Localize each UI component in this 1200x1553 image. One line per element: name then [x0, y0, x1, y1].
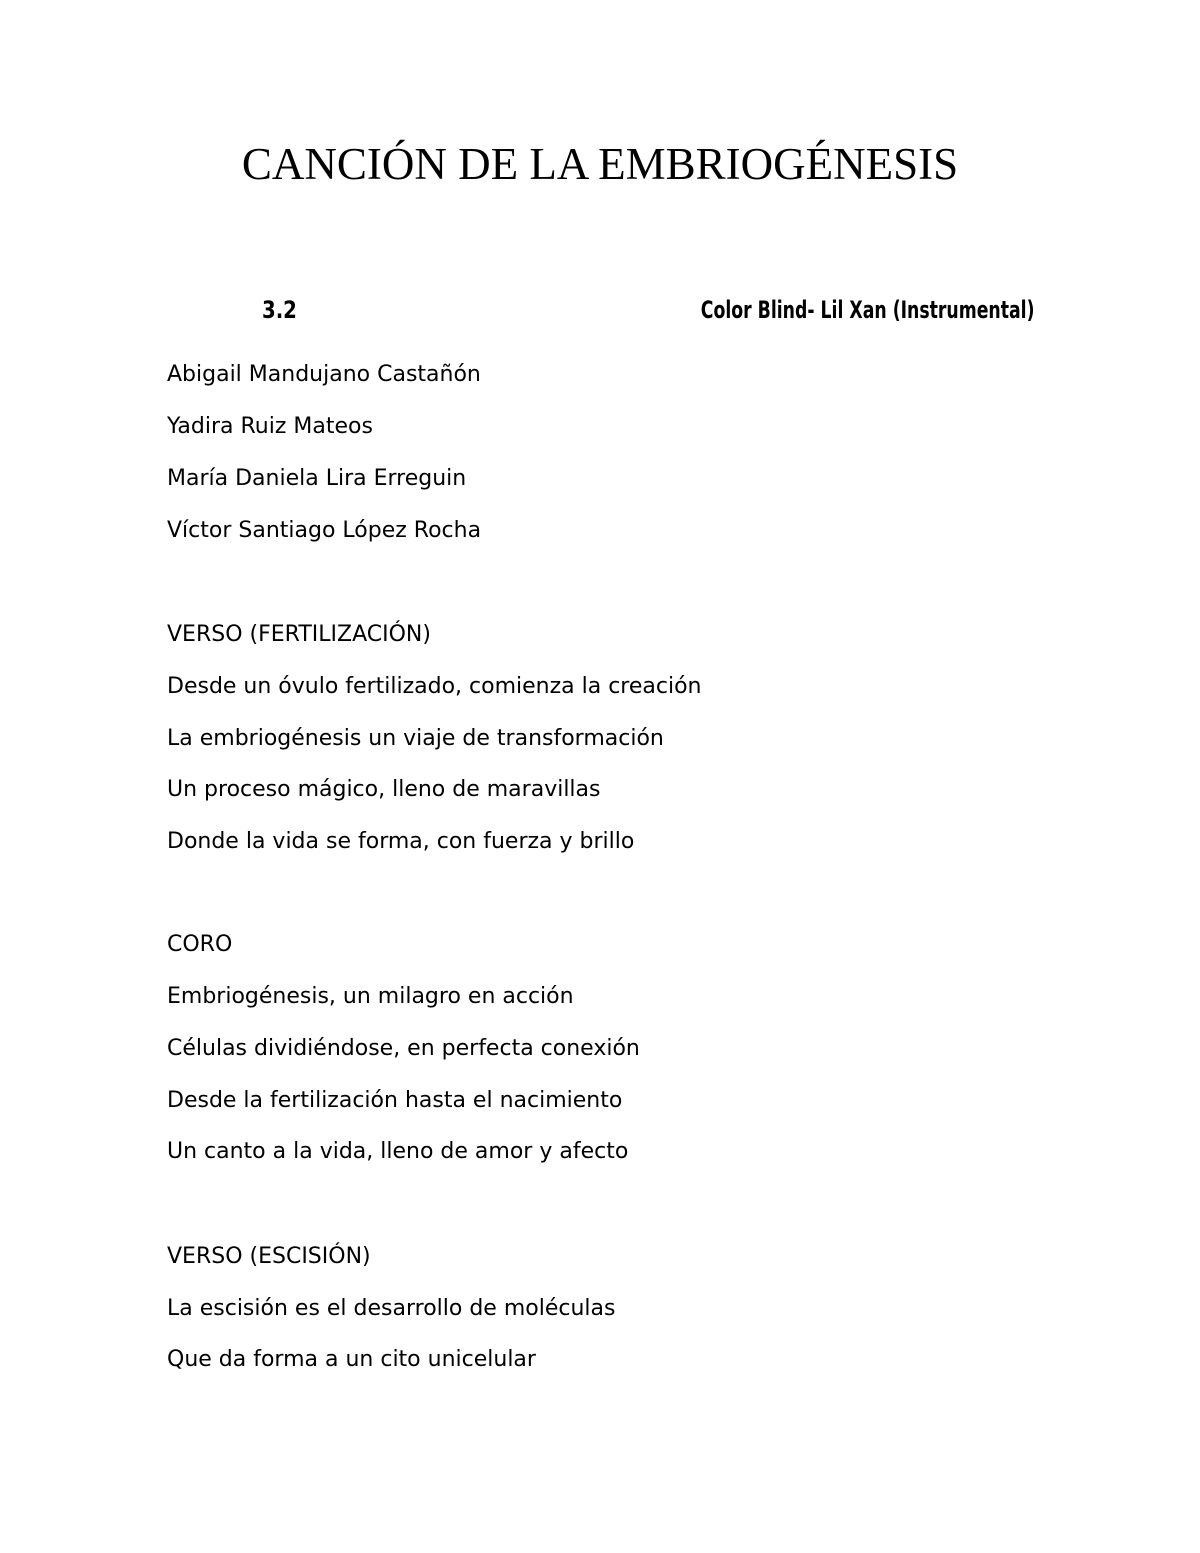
lyric-line: Un proceso mágico, lleno de maravillas: [167, 777, 601, 802]
section-heading: VERSO (ESCISIÓN): [167, 1244, 371, 1269]
lyric-line: Desde un óvulo fertilizado, comienza la creación: [167, 674, 702, 699]
lyric-line: Donde la vida se forma, con fuerza y brillo: [167, 829, 635, 854]
section-heading: VERSO (FERTILIZACIÓN): [167, 622, 431, 647]
section-heading: CORO: [167, 932, 233, 957]
lyric-line: Desde la fertilización hasta el nacimiento: [167, 1088, 623, 1113]
group-number: 3.2: [262, 296, 297, 324]
lyric-line: Que da forma a un cito unicelular: [167, 1347, 536, 1372]
lyric-line: Embriogénesis, un milagro en acción: [167, 984, 574, 1009]
document-title: CANCIÓN DE LA EMBRIOGÉNESIS: [241, 139, 959, 189]
lyric-line: La escisión es el desarrollo de moléculas: [167, 1296, 616, 1321]
lyric-line: La embriogénesis un viaje de transformación: [167, 726, 664, 751]
lyric-line: Un canto a la vida, lleno de amor y afecto: [167, 1139, 629, 1164]
meta-row: [0, 296, 1200, 336]
author-name: Víctor Santiago López Rocha: [167, 518, 482, 543]
author-name: María Daniela Lira Erreguin: [167, 466, 467, 491]
author-name: Abigail Mandujano Castañón: [167, 362, 481, 387]
song-reference: Color Blind- Lil Xan (Instrumental): [700, 296, 1034, 324]
lyric-line: Células dividiéndose, en perfecta conexión: [167, 1036, 640, 1061]
author-name: Yadira Ruiz Mateos: [167, 414, 373, 439]
